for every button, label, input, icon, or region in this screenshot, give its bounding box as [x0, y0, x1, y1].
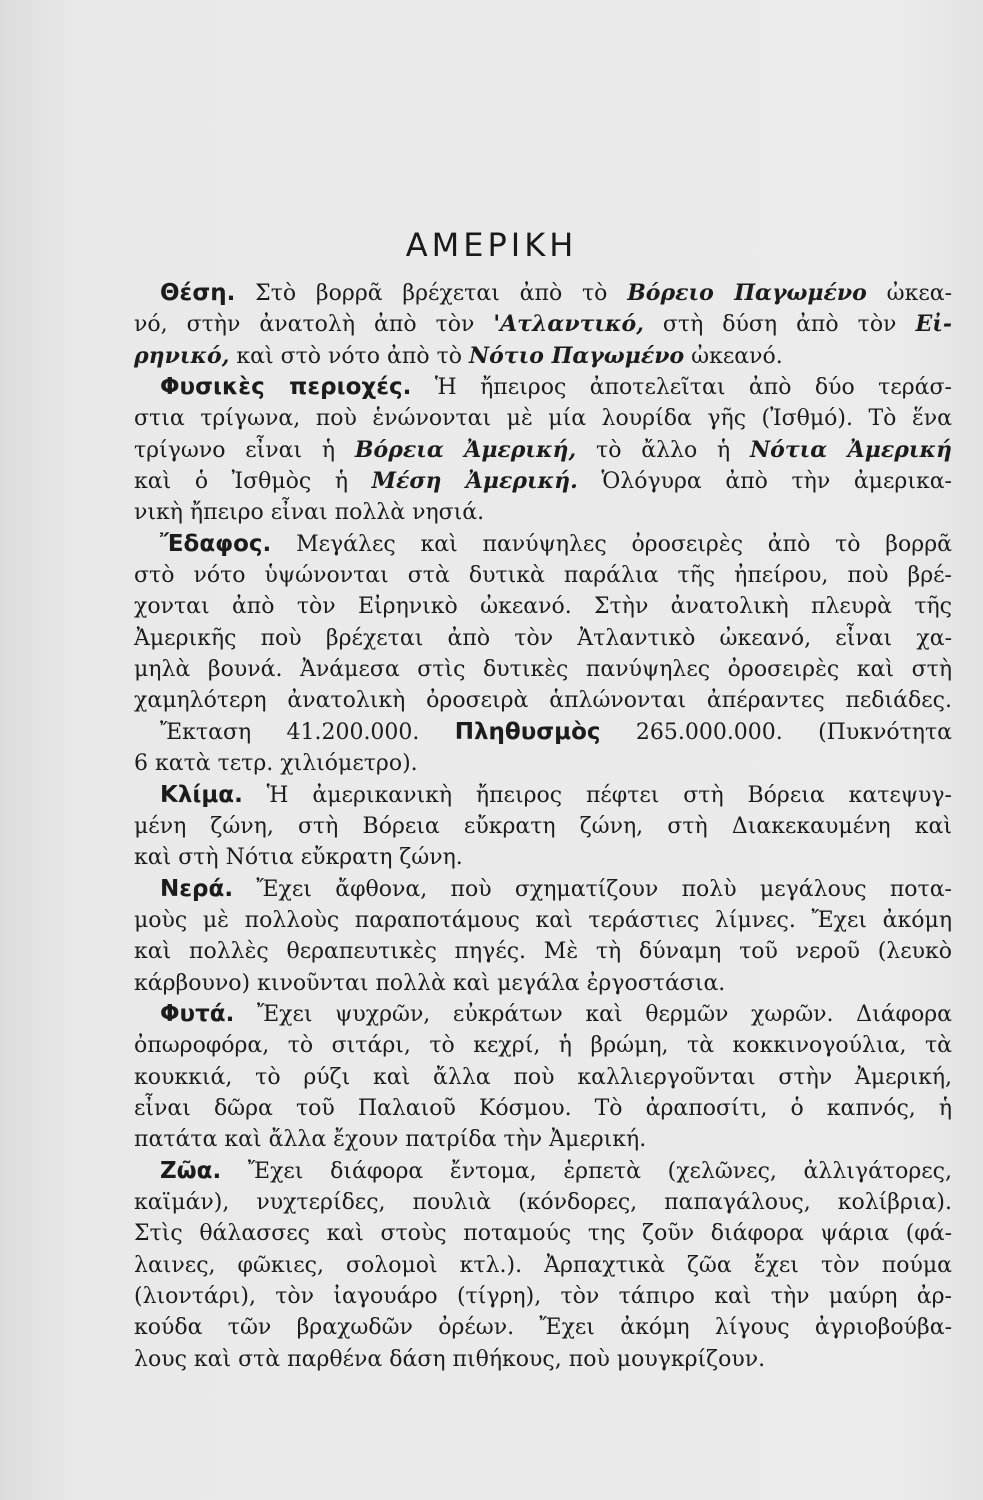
emphasis-term: Βόρειο Παγωμένο: [627, 280, 867, 306]
text-line: [134, 1093, 952, 1124]
page-title: ΑΜΕΡΙΚΗ: [405, 226, 578, 265]
text-line: [134, 968, 952, 999]
text-run: στὴ δύση ἀπὸ τὸν: [643, 312, 916, 338]
text-run: Ἡ ἀμερικανικὴ ἤπειρος πέφτει στὴ Βόρεια κατεψυγ-: [242, 782, 952, 808]
text-run: νό, στὴν ἀνατολὴ ἀπὸ τὸν: [134, 312, 494, 338]
text-run: καὶ στὸ νότο ἀπὸ τὸ: [229, 343, 469, 369]
emphasis-term: 'Ατλαντικό,: [493, 311, 644, 338]
text-line: [134, 309, 952, 340]
text-run: Ἔχει διάφορα ἔντομα, ἑρπετὰ (χελῶνες, ἀλλιγάτορες,: [221, 1158, 952, 1184]
emphasis-term: Μέση Ἀμερική.: [371, 468, 578, 495]
text-line: [134, 1312, 952, 1343]
text-line: [134, 842, 952, 873]
section-heading: Πληθυσμὸς: [454, 718, 601, 745]
text-line: [134, 591, 952, 622]
text-run: τρίγωνο εἶναι ἡ: [134, 437, 355, 463]
text-line: [134, 497, 952, 528]
text-line: [134, 780, 952, 811]
text-run: καϊμάν), νυχτερίδες, πουλιὰ (κόνδορες, παπαγάλους, κολίβρια).: [134, 1189, 952, 1215]
section-heading: Φυτά.: [160, 1000, 235, 1027]
section-heading: Νερά.: [160, 875, 234, 902]
emphasis-term: Νότια Ἀμερική: [750, 436, 952, 463]
text-line: [134, 905, 952, 936]
text-line: [134, 1062, 952, 1093]
text-run: κούδα τῶν βραχωδῶν ὀρέων. Ἔχει ἀκόμη λίγους ἀγριοβούβα-: [134, 1315, 952, 1341]
text-run: πατάτα καὶ ἄλλα ἔχουν πατρίδα τὴν Ἀμερική.: [134, 1127, 647, 1153]
text-run: λαινες, φῶκιες, σολομοὶ κτλ.). Ἀρπαχτικὰ ζῶα ἔχει τὸν πούμα: [134, 1252, 952, 1278]
text-run: μοὺς μὲ πολλοὺς παραποτάμους καὶ τεράστιες λίμνες. Ἔχει ἀκόμη: [134, 907, 952, 933]
text-run: εἶναι δῶρα τοῦ Παλαιοῦ Κόσμου. Τὸ ἀραποσίτι, ὁ καπνός, ἡ: [134, 1095, 952, 1121]
text-line: [134, 435, 952, 466]
text-line: [134, 811, 952, 842]
text-line: [134, 1344, 952, 1375]
text-run: τὸ ἄλλο ἡ: [576, 437, 751, 463]
text-line: [134, 529, 952, 560]
text-line: [134, 748, 952, 779]
text-run: νικὴ ἤπειρο εἶναι πολλὰ νησιά.: [134, 500, 485, 526]
emphasis-term: Εἰ-: [915, 311, 952, 338]
text-run: Στὸ βορρᾶ βρέχεται ἀπὸ τὸ: [235, 281, 628, 306]
text-line: [134, 278, 952, 309]
text-line: [134, 1187, 952, 1218]
text-line: [134, 874, 952, 905]
emphasis-term: ρηνικό,: [134, 342, 230, 369]
text-run: Ἔχει ἄφθονα, ποὺ σχηματίζουν πολὺ μεγάλους ποτα-: [233, 876, 952, 902]
emphasis-term: Βόρεια Ἀμερική,: [354, 436, 577, 463]
section-heading: Ζῶα.: [160, 1157, 222, 1184]
text-run: 6 κατὰ τετρ. χιλιόμετρο).: [134, 751, 418, 777]
text-run: ὠκεα-: [866, 281, 953, 306]
text-run: Ἔκταση 41.200.000.: [160, 719, 455, 745]
text-line: [134, 1250, 952, 1281]
text-run: ὠκεανό.: [684, 343, 783, 369]
text-line: [134, 1124, 952, 1155]
text-run: Ἔχει ψυχρῶν, εὐκράτων καὶ θερμῶν χωρῶν. Διάφορα: [234, 1001, 952, 1027]
text-run: καὶ στὴ Νότια εὔκρατη ζώνη.: [134, 845, 463, 871]
text-line: [134, 623, 952, 654]
page-body-text: [134, 278, 952, 1375]
text-run: (λιοντάρι), τὸν ἰαγουάρο (τίγρη), τὸν τάπιρο καὶ τὴν μαύρη ἀρ-: [134, 1284, 952, 1309]
text-run: κάρβουνο) κινοῦνται πολλὰ καὶ μεγάλα ἐργοστάσια.: [134, 970, 726, 996]
text-line: [134, 936, 952, 967]
text-line: [134, 466, 952, 497]
emphasis-term: Νότιο Παγωμένο: [469, 342, 685, 369]
text-line: [134, 372, 952, 403]
text-line: [134, 1281, 952, 1312]
text-run: μένη ζώνη, στὴ Βόρεια εὔκρατη ζώνη, στὴ Διακεκαυμένη καὶ: [134, 813, 952, 839]
text-run: χαμηλότερη ἀνατολικὴ ὀροσειρὰ ἁπλώνονται ἀπέραντες πεδιάδες.: [134, 688, 952, 714]
text-line: [134, 654, 952, 685]
text-run: 265.000.000. (Πυκνότητα: [600, 719, 952, 745]
text-line: [134, 560, 952, 591]
section-heading: Θέση.: [160, 280, 236, 306]
text-run: Μεγάλες καὶ πανύψηλες ὀροσειρὲς ἀπὸ τὸ βορρᾶ: [271, 531, 952, 557]
text-run: καὶ ὁ Ἰσθμὸς ἡ: [134, 469, 372, 495]
text-line: [134, 999, 952, 1030]
text-line: [134, 1156, 952, 1187]
section-heading: Ἔδαφος.: [160, 530, 272, 557]
section-heading: Φυσικὲς περιοχές.: [160, 374, 412, 401]
text-run: κουκκιά, τὸ ρύζι καὶ ἄλλα ποὺ καλλιεργοῦνται στὴν Ἀμερική,: [134, 1064, 952, 1090]
section-heading: Κλίμα.: [160, 781, 243, 808]
text-line: [134, 403, 952, 434]
text-run: Ἀμερικῆς ποὺ βρέχεται ἀπὸ τὸν Ἀτλαντικὸ ὠκεανό, εἶναι χα-: [134, 625, 952, 651]
text-run: χονται ἀπὸ τὸν Εἰρηνικὸ ὠκεανό. Στὴν ἀνατολικὴ πλευρὰ τῆς: [134, 594, 952, 620]
text-line: [134, 717, 952, 748]
text-line: [134, 1218, 952, 1249]
text-line: [134, 341, 952, 372]
text-run: ὀπωροφόρα, τὸ σιτάρι, τὸ κεχρί, ἡ βρώμη, τὰ κοκκινογούλια, τὰ: [134, 1033, 952, 1059]
text-run: μηλὰ βουνά. Ἀνάμεσα στὶς δυτικὲς πανύψηλες ὀροσειρὲς καὶ στὴ: [134, 657, 952, 683]
text-run: Στὶς θάλασσες καὶ στοὺς ποταμούς της ζοῦν διάφορα ψάρια (φά-: [134, 1221, 952, 1247]
text-run: στια τρίγωνα, ποὺ ἑνώνονται μὲ μία λουρίδα γῆς (Ἰσθμό). Τὸ ἕνα: [134, 406, 952, 432]
text-line: [134, 1030, 952, 1061]
text-line: [134, 685, 952, 716]
text-run: λους καὶ στὰ παρθένα δάση πιθήκους, ποὺ μουγκρίζουν.: [134, 1346, 766, 1372]
text-run: καὶ πολλὲς θεραπευτικὲς πηγές. Μὲ τὴ δύναμη τοῦ νεροῦ (λευκὸ: [134, 939, 952, 965]
text-run: στὸ νότο ὑψώνονται στὰ δυτικὰ παράλια τῆς ἠπείρου, ποὺ βρέ-: [134, 563, 952, 589]
text-run: Ἡ ἤπειρος ἀποτελεῖται ἀπὸ δύο τεράσ-: [411, 375, 952, 401]
text-run: Ὁλόγυρα ἀπὸ τὴν ἀμερικα-: [577, 469, 952, 495]
